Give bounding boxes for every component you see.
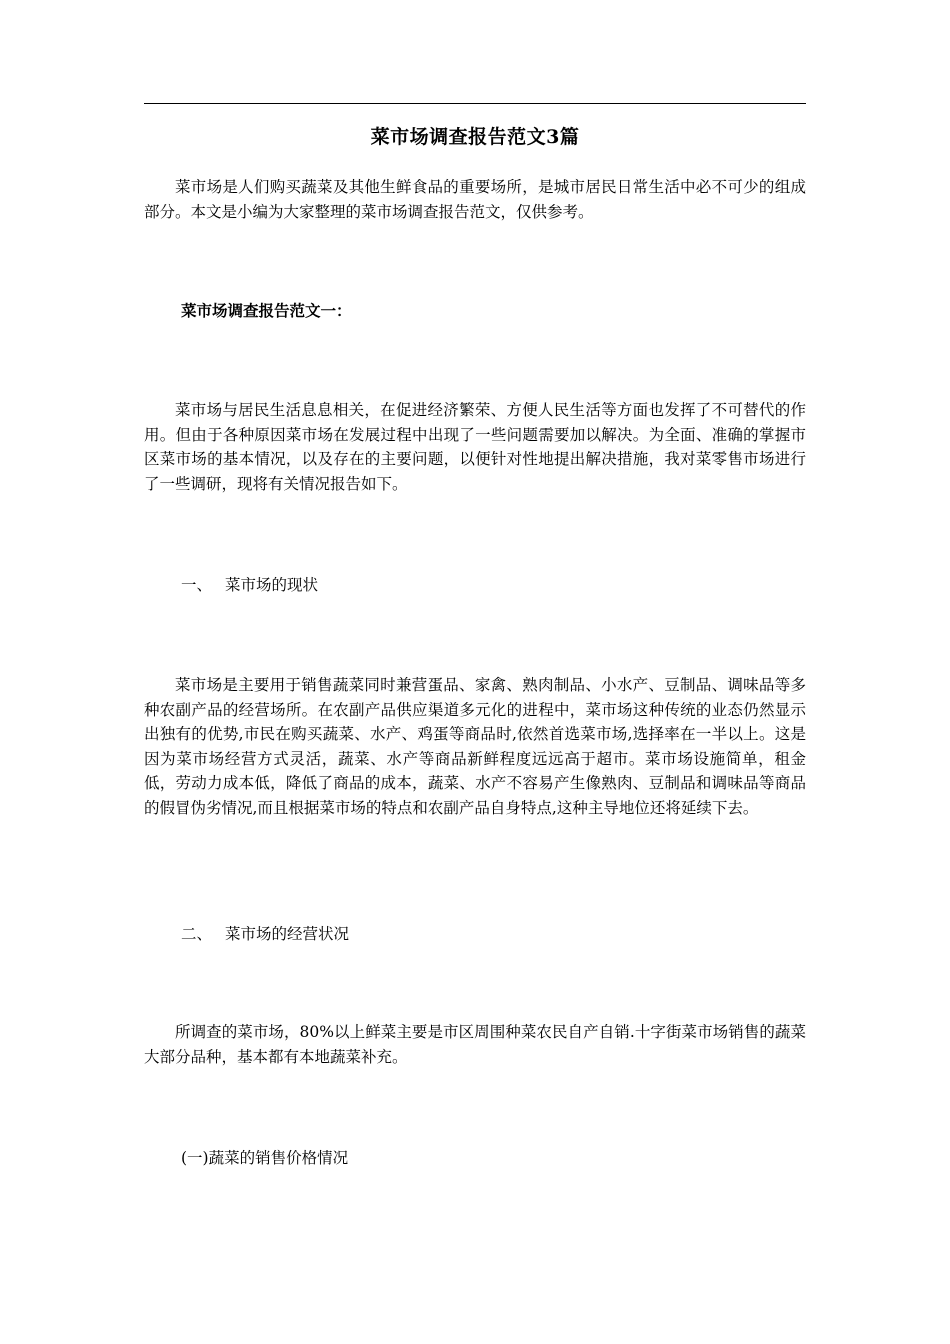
section-heading-one: 菜市场调查报告范文一： <box>181 301 352 320</box>
intro-paragraph: 菜市场是人们购买蔬菜及其他生鲜食品的重要场所，是城市居民日常生活中必不可少的组成部分。本文是小编为大家整理的菜市场调查报告范文，仅供参考。 <box>144 178 806 221</box>
paragraph-three: 所调查的菜市场，80%以上鲜菜主要是市区周围种菜农民自产自销.十字街菜市场销售的蔬菜大部分品种，基本都有本地蔬菜补充。 <box>144 1023 806 1066</box>
subheading-vegetable-prices: (一)蔬菜的销售价格情况 <box>181 1149 349 1167</box>
subheading-current-status <box>181 573 318 597</box>
header-rule <box>144 103 806 104</box>
paragraph-one: 菜市场与居民生活息息相关，在促进经济繁荣、方便人民生活等方面也发挥了不可替代的作用。但由于各种原因菜市场在发展过程中出现了一些问题需要加以解决。为全面、准确的掌握市区菜市场的基本情况，以及存在的主要问题，以便针对性地提出解决措施，我对菜零售市场进行了一些调研，现将有关情况报告如下。 <box>144 401 806 493</box>
subheading-number: 一、 <box>181 576 213 594</box>
paragraph-two: 菜市场是主要用于销售蔬菜同时兼营蛋品、家禽、熟肉制品、小水产、豆制品、调味品等多种农副产品的经营场所。在农副产品供应渠道多元化的进程中，菜市场这种传统的业态仍然显示出独有的优势,市民在购买蔬菜、水产、鸡蛋等商品时,依然首选菜市场,选择率在一半以上。这是因为菜市场经营方式灵活，蔬菜、水产等商品新鲜程度远远高于超市。菜市场设施简单，租金低，劳动力成本低，降低了商品的成本，蔬菜、水产不容易产生像熟肉、豆制品和调味品等商品的假冒伪劣情况,而且根据菜市场的特点和农副产品自身特点,这种主导地位还将延续下去。 <box>144 676 806 817</box>
subheading-text: 菜市场的现状 <box>225 576 319 594</box>
document-title: 菜市场调查报告范文3篇 <box>370 126 580 148</box>
subheading-operation-status <box>181 922 349 946</box>
subheading-text: 菜市场的经营状况 <box>225 925 350 943</box>
subheading-number: 二、 <box>181 925 213 943</box>
